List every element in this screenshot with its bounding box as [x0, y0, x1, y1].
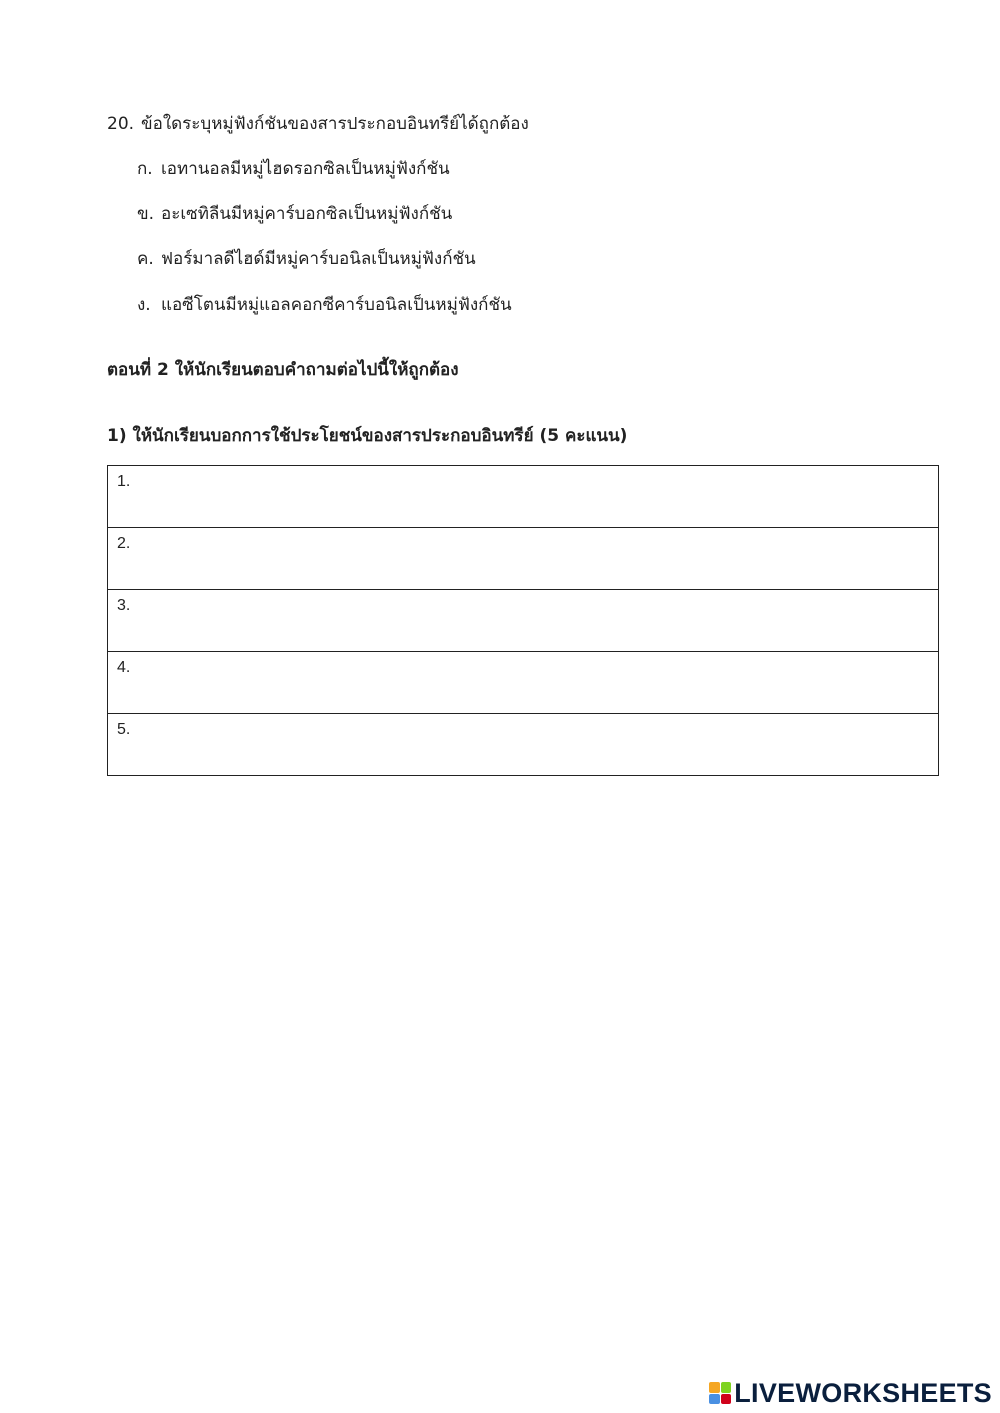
answer-cell-5[interactable]: [108, 714, 939, 776]
row-number: 2.: [117, 535, 131, 552]
choice-letter: ค.: [137, 249, 154, 269]
answer-cell-3[interactable]: [108, 590, 939, 652]
answer-row: [108, 590, 939, 652]
logo-mark-icon: [709, 1382, 731, 1404]
answer-row: [108, 714, 939, 776]
choice-text: แอซีโตนมีหมู่แอลคอกซีคาร์บอนิลเป็นหมู่ฟังก์ชัน: [161, 295, 512, 315]
choice-text: เอทานอลมีหมู่ไฮดรอกซิลเป็นหมู่ฟังก์ชัน: [161, 159, 450, 179]
choice-b: [137, 201, 452, 227]
choice-d: [137, 292, 512, 318]
question-20: [107, 111, 529, 137]
row-number: 5.: [117, 721, 131, 738]
choice-letter: ง.: [137, 295, 151, 315]
sub-question: 1) ให้นักเรียนบอกการใช้ประโยชน์ของสารประกอบอินทรีย์ (5 คะแนน): [107, 426, 628, 446]
choice-letter: ข.: [137, 204, 155, 224]
section-title: ตอนที่ 2 ให้นักเรียนตอบคำถามต่อไปนี้ให้ถูกต้อง: [107, 360, 459, 380]
answer-cell-4[interactable]: [108, 652, 939, 714]
row-number: 1.: [117, 473, 131, 490]
liveworksheets-logo: [709, 1380, 992, 1406]
answer-row: [108, 466, 939, 528]
logo-text: LIVEWORKSHEETS: [734, 1378, 992, 1408]
answer-table: [107, 465, 939, 776]
row-number: 4.: [117, 659, 131, 676]
choice-letter: ก.: [137, 159, 153, 179]
question-number: 20.: [107, 114, 135, 134]
choice-text: อะเซทิลีนมีหมู่คาร์บอกซิลเป็นหมู่ฟังก์ชัน: [161, 204, 453, 224]
row-number: 3.: [117, 597, 131, 614]
choice-text: ฟอร์มาลดีไฮด์มีหมู่คาร์บอนิลเป็นหมู่ฟังก์ชัน: [161, 249, 476, 269]
answer-row: [108, 528, 939, 590]
answer-row: [108, 652, 939, 714]
answer-cell-1[interactable]: [108, 466, 939, 528]
answer-cell-2[interactable]: [108, 528, 939, 590]
choice-a: [137, 156, 450, 182]
choice-c: [137, 246, 476, 272]
question-stem: ข้อใดระบุหมู่ฟังก์ชันของสารประกอบอินทรีย์ได้ถูกต้อง: [141, 114, 529, 134]
